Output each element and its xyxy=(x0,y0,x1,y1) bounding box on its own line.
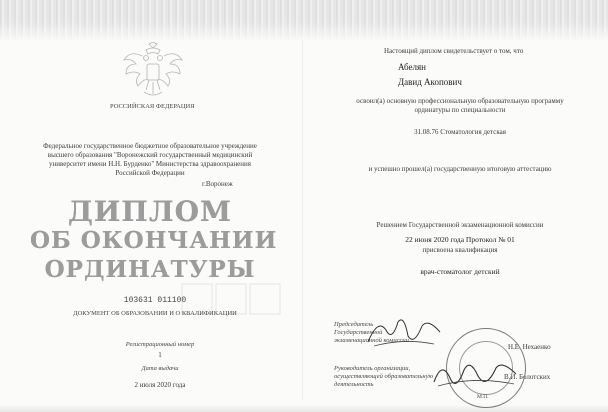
head-line-3: деятельность xyxy=(334,381,374,388)
watermark-pattern xyxy=(180,280,310,320)
coat-of-arms-emblem xyxy=(122,42,184,100)
graduate-name: Давид Акопович xyxy=(398,77,462,87)
title-line-1: ДИПЛОМ xyxy=(68,195,232,228)
serial-number: 103631 011100 xyxy=(123,296,187,305)
mastered-line-1: освоил(а) основную профессиональную образовательную программу xyxy=(356,97,564,105)
issue-date-label: Дата выдачи xyxy=(141,365,179,372)
chair-line-3: экзаменационной комиссии xyxy=(334,337,409,344)
registration-number: 1 xyxy=(158,351,162,359)
chair-signature xyxy=(364,312,444,352)
head-name: В.И. Болотских xyxy=(504,373,551,381)
commission-decision: Решением Государственной экзаменационной комиссии xyxy=(376,221,544,229)
head-line-2: осуществляющей образовательную xyxy=(334,373,434,380)
mastered-line-2: ординатуры по специальности xyxy=(414,106,506,114)
title-line-2: ОБ ОКОНЧАНИИ xyxy=(30,227,278,254)
chair-line-1: Председатель xyxy=(334,321,374,328)
center-fold xyxy=(302,40,303,400)
institution-line-1: Федеральное государственное бюджетное образовательное учреждение xyxy=(43,142,257,150)
specialty: 31.08.76 Стоматология детская xyxy=(414,128,506,136)
document-type-label: ДОКУМЕНТ ОБ ОБРАЗОВАНИИ И О КВАЛИФИКАЦИИ xyxy=(73,310,237,317)
intro-text: Настоящий диплом свидетельствует о том, что xyxy=(384,47,524,55)
head-line-1: Руководитель организации, xyxy=(334,365,411,372)
attestation-text: и успешно прошел(а) государственную итоговую аттестацию xyxy=(368,165,552,173)
issue-date: 2 июля 2020 года xyxy=(134,381,186,389)
institution-line-4: Российской Федерации xyxy=(115,169,185,177)
city-label: г.Воронеж xyxy=(202,180,233,188)
graduate-surname: Абелян xyxy=(398,62,426,72)
institution-line-2: высшего образования "Воронежский государственный медицинский xyxy=(47,151,253,159)
title-line-3: ОРДИНАТУРЫ xyxy=(44,256,256,283)
protocol-info: 22 июня 2020 года Протокол № 01 xyxy=(405,235,515,244)
head-signature xyxy=(430,356,520,396)
chair-name: Н.Е. Нехаенко xyxy=(508,343,551,351)
qualification: врач-стоматолог детский xyxy=(420,267,500,276)
stamp-mark: М.П. xyxy=(477,394,489,400)
registration-label: Регистрационный номер xyxy=(125,341,195,348)
chair-line-2: Государственной xyxy=(334,329,383,336)
institution-line-3: университет имени Н.Н. Бурденко" Министерства здравоохранения xyxy=(49,160,251,168)
country-label: РОССИЙСКАЯ ФЕДЕРАЦИЯ xyxy=(110,103,195,110)
qualification-label: присвоена квалификация xyxy=(422,246,498,254)
